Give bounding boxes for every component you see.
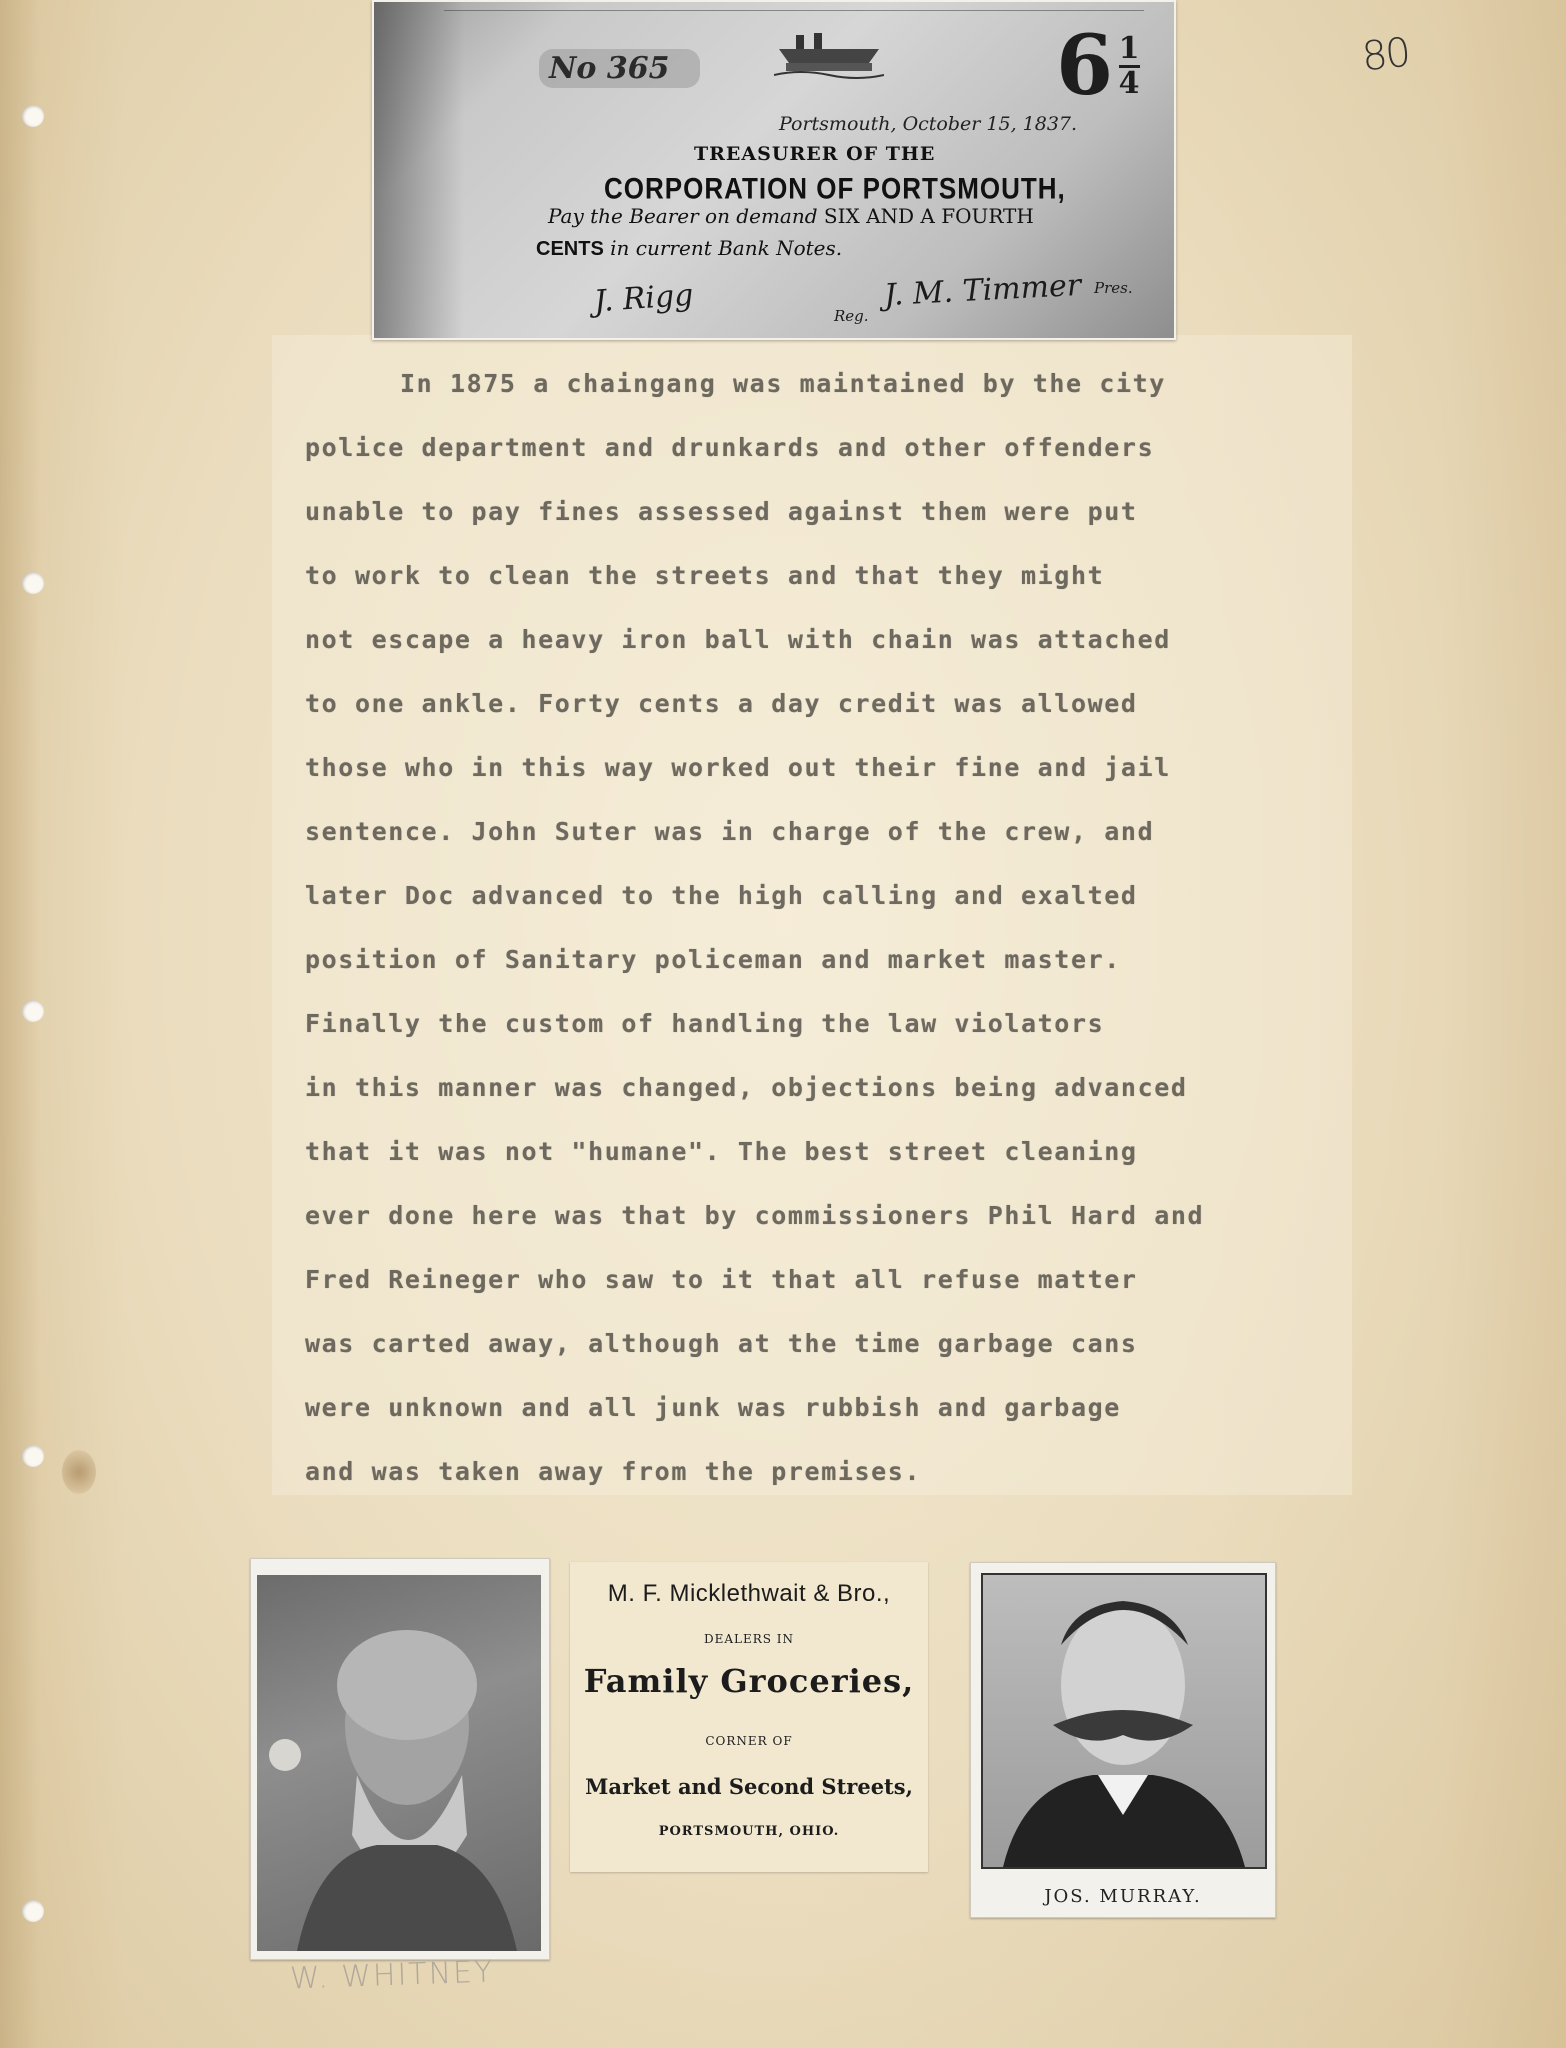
text-line: those who in this way worked out their fine and jail — [305, 753, 1171, 782]
note-pay-italic: Pay the Bearer on demand — [548, 204, 818, 228]
note-corporation: CORPORATION OF PORTSMOUTH, — [604, 170, 1066, 206]
president-label: Pres. — [1094, 279, 1133, 297]
note-cents-word: CENTS — [536, 238, 604, 260]
text-line: was carted away, although at the time garbage cans — [305, 1329, 1138, 1358]
grocery-advertisement — [570, 1562, 928, 1872]
note-treasurer: TREASURER OF THE — [694, 143, 936, 165]
text-line: unable to pay fines assessed against them were put — [305, 497, 1138, 526]
portrait-right-clipping — [970, 1562, 1276, 1918]
text-line: In 1875 a chaingang was maintained by the city — [400, 369, 1166, 398]
note-serial-number: No 365 — [539, 49, 700, 88]
text-line: position of Sanitary policeman and market master. — [305, 945, 1121, 974]
binder-hole — [22, 1445, 44, 1467]
note-pay-amount: SIX AND A FOURTH — [823, 204, 1034, 228]
text-line: police department and drunkards and other offenders — [305, 433, 1155, 462]
text-line: Finally the custom of handling the law violators — [305, 1009, 1105, 1038]
register-label: Reg. — [834, 307, 869, 325]
text-line: to one ankle. Forty cents a day credit was allowed — [305, 689, 1138, 718]
text-line: ever done here was that by commissioners Phil Hard and — [305, 1201, 1205, 1230]
note-cents-line — [536, 236, 842, 261]
text-line: that it was not "humane". The best street cleaning — [305, 1137, 1138, 1166]
fraction-numerator: 1 — [1118, 31, 1140, 66]
binder-hole — [22, 1000, 44, 1022]
mustached-man-portrait-icon — [983, 1575, 1265, 1867]
text-line: and was taken away from the premises. — [305, 1457, 922, 1486]
president-signature: J. M. Timmer — [883, 267, 1082, 314]
binder-hole — [22, 572, 44, 594]
register-signature: J. Rigg — [592, 277, 695, 320]
page-number: 80 — [1359, 29, 1412, 81]
text-line: to work to clean the streets and that they might — [305, 561, 1105, 590]
text-line: not escape a heavy iron ball with chain was attached — [305, 625, 1171, 654]
page-edge-shadow — [0, 0, 40, 2048]
note-date: Portsmouth, October 15, 1837. — [779, 113, 1078, 135]
portrait-right-photo — [981, 1573, 1267, 1869]
handwritten-caption: W. WHITNEY — [289, 1954, 495, 1997]
bearded-man-portrait-icon — [257, 1575, 541, 1951]
stain-mark — [62, 1450, 96, 1494]
denomination — [1056, 18, 1140, 114]
ad-city: PORTSMOUTH, OHIO. — [658, 1824, 840, 1839]
text-line: in this manner was changed, objections being advanced — [305, 1073, 1188, 1102]
portrait-left-photo — [257, 1575, 541, 1951]
note-pay-line — [548, 204, 1034, 228]
text-line: Fred Reineger who saw to it that all refuse matter — [305, 1265, 1138, 1294]
text-line: later Doc advanced to the high calling and exalted — [305, 881, 1138, 910]
ad-family-groceries: Family Groceries, — [583, 1662, 915, 1700]
ad-dealers-in: DEALERS IN — [703, 1632, 795, 1646]
steamboat-icon — [774, 29, 884, 79]
portrait-left-clipping — [250, 1558, 550, 1960]
note-cents-rest: in current Bank Notes. — [610, 236, 843, 260]
bank-note-clipping — [372, 0, 1176, 340]
ad-business-name: M. F. Micklethwait & Bro., — [607, 1580, 891, 1607]
binder-hole — [22, 105, 44, 127]
fraction-denominator: 4 — [1118, 66, 1140, 101]
ad-street-address: Market and Second Streets, — [585, 1774, 913, 1799]
typed-text-block — [305, 360, 1335, 1512]
ad-corner-of: CORNER OF — [705, 1734, 793, 1748]
text-line: were unknown and all junk was rubbish and garbage — [305, 1393, 1121, 1422]
binder-hole — [22, 1900, 44, 1922]
text-line: sentence. John Suter was in charge of the crew, and — [305, 817, 1155, 846]
denomination-whole: 6 — [1056, 18, 1114, 114]
denomination-fraction — [1119, 33, 1140, 100]
bank-note-face — [444, 10, 1144, 331]
portrait-caption: JOS. MURRAY. — [1044, 1886, 1202, 1907]
